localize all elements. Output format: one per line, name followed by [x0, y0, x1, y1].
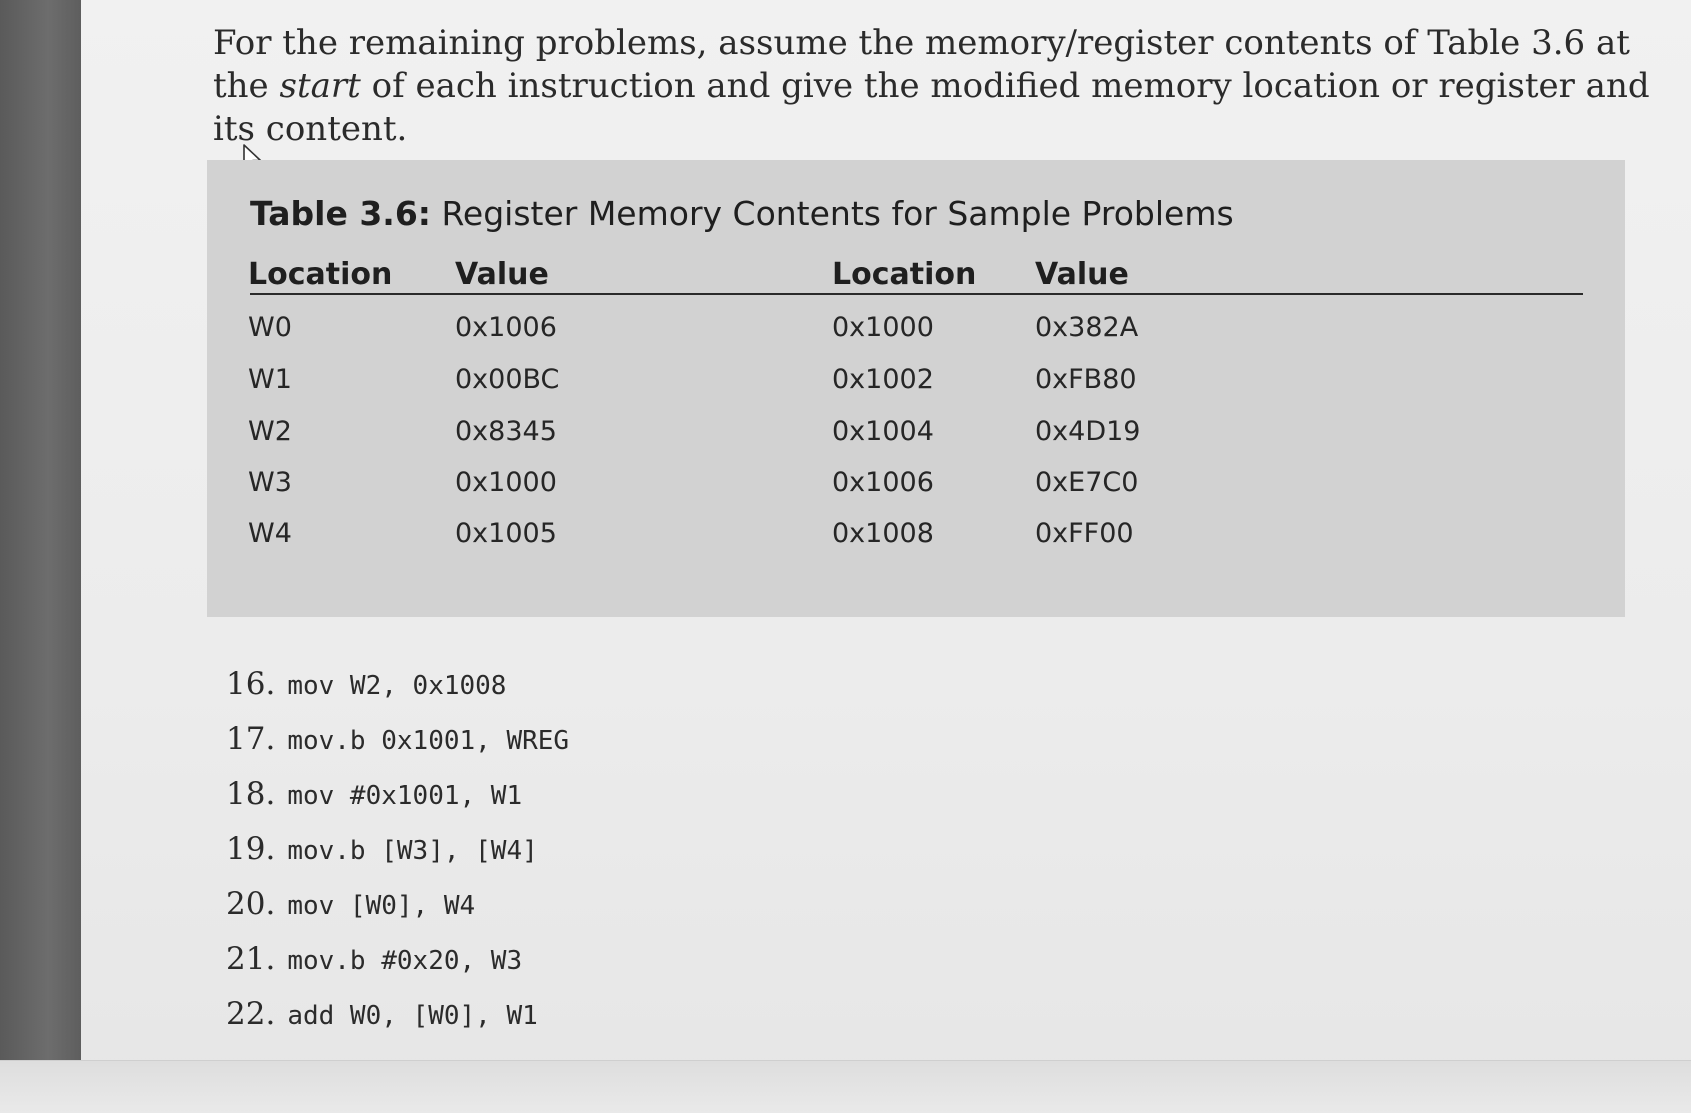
- table-title-label: Table 3.6:: [250, 194, 431, 233]
- problem-code: mov.b 0x1001, WREG: [287, 726, 570, 756]
- problem-number: 22.: [226, 996, 276, 1032]
- table-cell: 0x1000: [832, 312, 934, 343]
- problem-number: 16.: [226, 666, 276, 702]
- table-title-text: Register Memory Contents for Sample Problems: [430, 194, 1234, 233]
- problem-code: mov W2, 0x1008: [287, 671, 507, 701]
- problem-number: 20.: [226, 886, 276, 922]
- table-header-value-2: Value: [1035, 257, 1129, 292]
- problem-number: 21.: [226, 941, 276, 977]
- table-cell: 0xFF00: [1035, 518, 1134, 549]
- problem-code: add W0, [W0], W1: [287, 1001, 538, 1031]
- table-cell: 0xFB80: [1035, 364, 1137, 395]
- problem-code: mov.b [W3], [W4]: [287, 836, 538, 866]
- problem-number: 19.: [226, 831, 276, 867]
- intro-text-end: of each instruction and give the modified memory location or register and its content.: [213, 66, 1650, 149]
- table-cell: W3: [248, 467, 292, 498]
- problem-item: [226, 666, 569, 721]
- table-cell: 0x4D19: [1035, 416, 1141, 447]
- page-bottom-edge: [0, 1060, 1691, 1113]
- problem-number: 17.: [226, 721, 276, 757]
- table-header-location-1: Location: [248, 257, 393, 292]
- page-binding-edge: [0, 0, 81, 1060]
- intro-text-start: For the remaining problems, assume the memory/register contents of Table 3.6 at the: [213, 23, 1630, 106]
- problem-code: mov #0x1001, W1: [287, 781, 523, 811]
- table-cell: 0x1000: [455, 467, 557, 498]
- table-cell: 0xE7C0: [1035, 467, 1139, 498]
- problem-item: [226, 996, 569, 1051]
- problem-item: [226, 941, 569, 996]
- problem-list: [226, 666, 569, 1051]
- table-cell: 0x1005: [455, 518, 557, 549]
- table-cell: 0x1004: [832, 416, 934, 447]
- problem-item: [226, 831, 569, 886]
- table-cell: 0x382A: [1035, 312, 1139, 343]
- problem-item: [226, 776, 569, 831]
- table-cell: W0: [248, 312, 292, 343]
- problem-item: [226, 721, 569, 776]
- table-cell: 0x1008: [832, 518, 934, 549]
- table-title: [250, 194, 1234, 233]
- problem-code: mov.b #0x20, W3: [287, 946, 523, 976]
- table-cell: 0x1006: [455, 312, 557, 343]
- table-header-value-1: Value: [455, 257, 549, 292]
- intro-text-italic: start: [279, 66, 361, 106]
- problem-number: 18.: [226, 776, 276, 812]
- table-cell: 0x8345: [455, 416, 557, 447]
- table-cell: 0x1006: [832, 467, 934, 498]
- table-header-rule: [250, 293, 1583, 295]
- problem-item: [226, 886, 569, 941]
- problem-code: mov [W0], W4: [287, 891, 476, 921]
- intro-paragraph: [213, 22, 1653, 151]
- table-cell: 0x00BC: [455, 364, 560, 395]
- table-cell: W1: [248, 364, 292, 395]
- table-cell: 0x1002: [832, 364, 934, 395]
- table-cell: W2: [248, 416, 292, 447]
- table-header-location-2: Location: [832, 257, 977, 292]
- table-cell: W4: [248, 518, 292, 549]
